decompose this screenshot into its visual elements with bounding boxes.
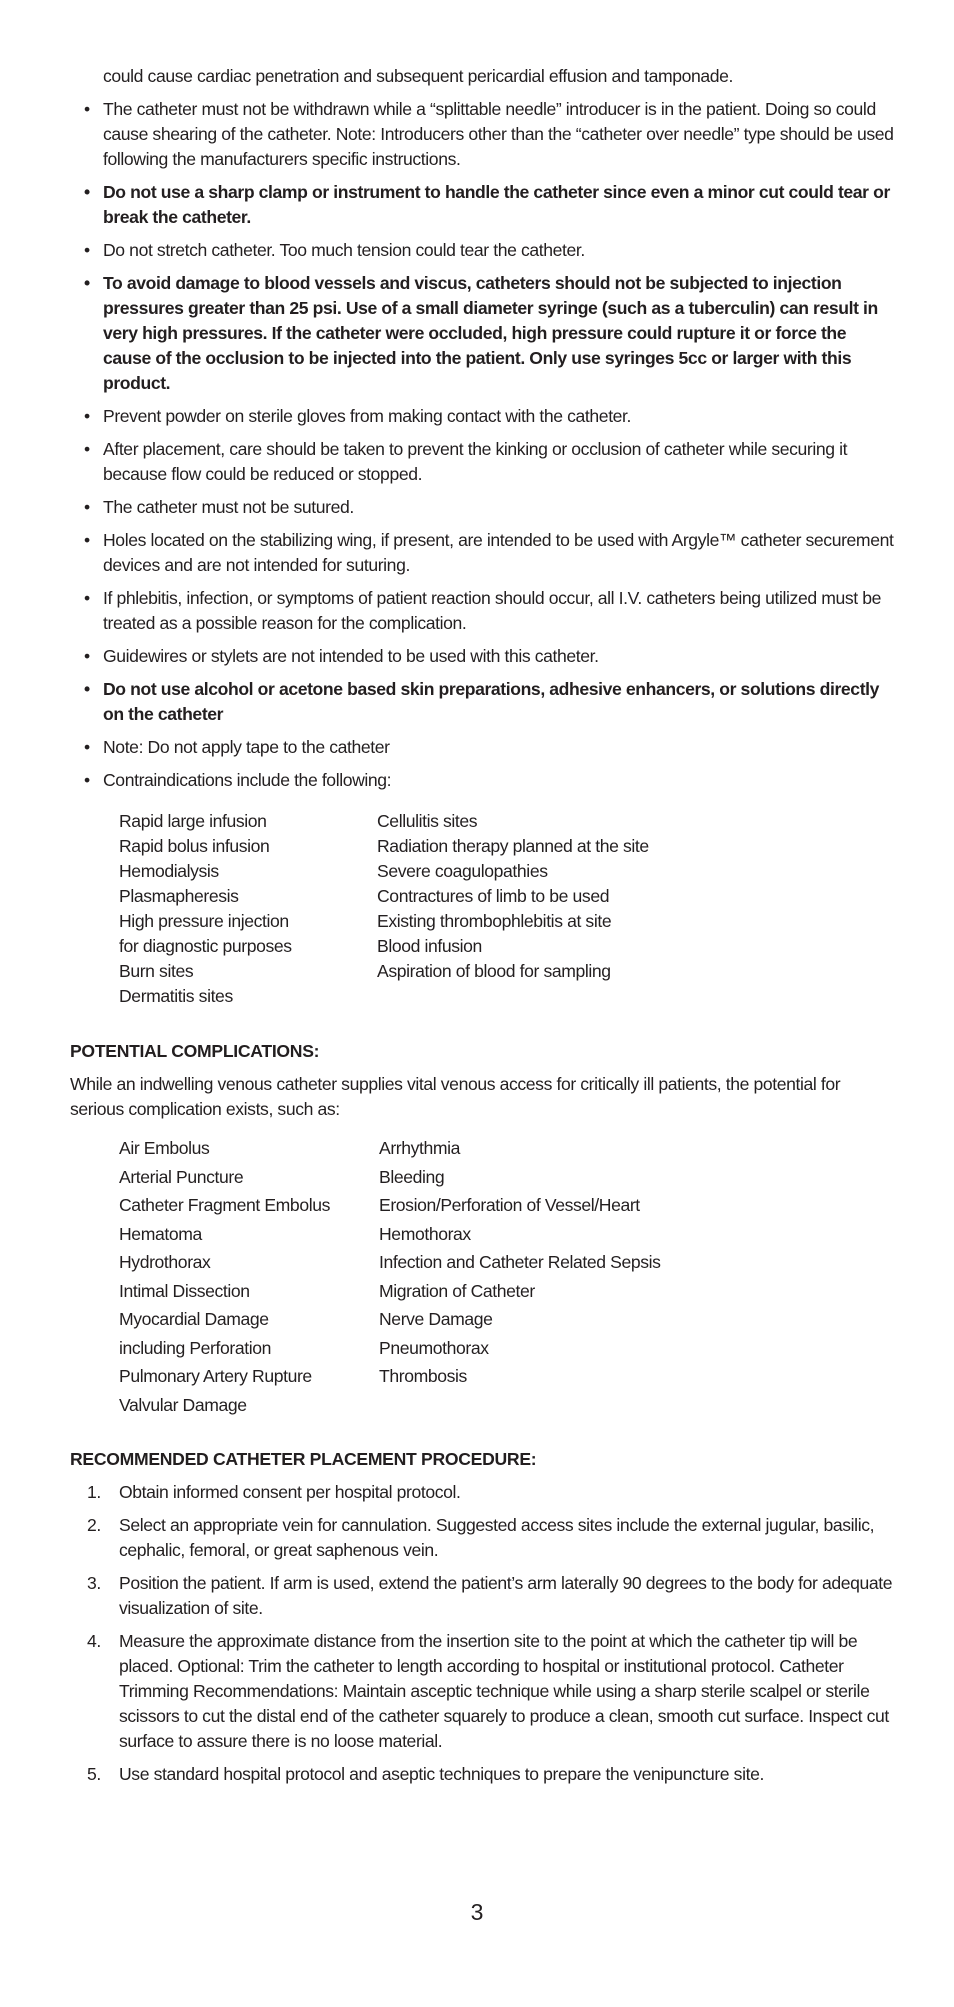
warning-item: • To avoid damage to blood vessels and viscus, catheters should not be subjected to injection pressures greater than 25 psi. Use of a small diameter syringe (such as a tuberculin) can result in very high pressures. If the catheter were occluded, high pressure could rupture it or force the cause of the occlusion to be injected into the patient. Only use syringes 5cc or larger with this product. (70, 271, 894, 396)
warning-item: • Do not stretch catheter. Too much tension could tear the catheter. (70, 238, 894, 263)
complication-item: Air Embolus (119, 1138, 210, 1158)
step-number: 3. (87, 1573, 101, 1593)
warning-item: • Do not use alcohol or acetone based skin preparations, adhesive enhancers, or solutions directly on the catheter (70, 677, 894, 727)
contraindication-item: Burn sites (119, 961, 194, 981)
complication-item: Myocardial Damage (119, 1309, 269, 1329)
page-number: 3 (470, 1899, 484, 1925)
complications-intro: While an indwelling venous catheter supplies vital venous access for critically ill patients, the potential for serious complication exists, such as: (70, 1074, 841, 1119)
step-number: 4. (87, 1631, 101, 1651)
contraindications-table (119, 809, 894, 1009)
step-text: Use standard hospital protocol and aseptic techniques to prepare the venipuncture site. (119, 1764, 764, 1784)
step-number: 5. (87, 1764, 101, 1784)
warning-item: • Note: Do not apply tape to the catheter (70, 735, 894, 760)
complications-heading: POTENTIAL COMPLICATIONS: (70, 1041, 320, 1061)
complication-item: Hematoma (119, 1223, 202, 1244)
complication-item: Erosion/Perforation of Vessel/Heart (379, 1195, 640, 1215)
complication-item: Pneumothorax (379, 1337, 489, 1358)
contraindication-item: High pressure injection (119, 911, 289, 931)
complication-item: Hydrothorax (119, 1252, 211, 1272)
step-text: Position the patient. If arm is used, extend the patient’s arm laterally 90 degrees to the body for adequate visualization of site. (119, 1573, 893, 1618)
contraindication-item: Rapid bolus infusion (119, 836, 270, 856)
procedure-step (70, 1629, 894, 1754)
procedure-heading: RECOMMENDED CATHETER PLACEMENT PROCEDURE: (70, 1449, 537, 1469)
complication-item: Arrhythmia (379, 1138, 461, 1158)
warnings-list (70, 97, 894, 793)
step-text: Measure the approximate distance from the insertion site to the point at which the catheter tip will be placed. Optional: Trim the catheter to length according to hospital or institutional protocol. Catheter Trimming Recommendations: Maintain asceptic technique while using a sharp sterile scalpel or sterile scissors to cut the distal end of the catheter squarely to produce a clean, smooth cut surface. Inspect cut surface to assure there is no loose material. (119, 1631, 889, 1751)
warning-item: • If phlebitis, infection, or symptoms of patient reaction should occur, all I.V. catheters being utilized must be treated as a possible reason for the complication. (70, 586, 894, 636)
warning-item: • Holes located on the stabilizing wing, if present, are intended to be used with Argyle™ catheter securement devices and are not intended for suturing. (70, 528, 894, 578)
contraindication-item: Cellulitis sites (377, 811, 478, 831)
contraindication-item: for diagnostic purposes (119, 936, 292, 956)
contraindication-item: Radiation therapy planned at the site (377, 836, 649, 856)
complications-table (119, 1134, 894, 1419)
warning-item: • Prevent powder on sterile gloves from making contact with the catheter. (70, 404, 894, 429)
complication-item: Infection and Catheter Related Sepsis (379, 1252, 661, 1272)
step-text: Select an appropriate vein for cannulation. Suggested access sites include the external jugular, basilic, cephalic, femoral, or great saphenous vein. (119, 1515, 875, 1560)
warning-item: • Do not use a sharp clamp or instrument to handle the catheter since even a minor cut could tear or break the catheter. (70, 180, 894, 230)
contraindication-item: Plasmapheresis (119, 886, 239, 906)
complication-item: Catheter Fragment Embolus (119, 1195, 330, 1215)
warning-item: • After placement, care should be taken to prevent the kinking or occlusion of catheter while securing it because flow could be reduced or stopped. (70, 437, 894, 487)
contraindication-item: Hemodialysis (119, 861, 219, 881)
contraindication-item: Dermatitis sites (119, 986, 233, 1006)
complications-left-column (119, 1134, 379, 1419)
complication-item: Bleeding (379, 1166, 445, 1187)
warning-item: • Contraindications include the following: (70, 768, 894, 793)
complication-item: Intimal Dissection (119, 1280, 250, 1301)
contraindication-item: Rapid large infusion (119, 811, 267, 831)
step-text: Obtain informed consent per hospital protocol. (119, 1482, 461, 1502)
step-number: 2. (87, 1515, 101, 1535)
contraindications-left-column (119, 809, 377, 1009)
contraindication-item: Existing thrombophlebitis at site (377, 911, 612, 931)
intro-continuation: could cause cardiac penetration and subsequent pericardial effusion and tamponade. (103, 66, 734, 86)
procedure-step (70, 1513, 894, 1563)
contraindication-item: Contractures of limb to be used (377, 886, 610, 906)
complication-item: including Perforation (119, 1337, 271, 1358)
complication-item: Hemothorax (379, 1223, 471, 1244)
complication-item: Pulmonary Artery Rupture (119, 1366, 312, 1386)
complication-item: Nerve Damage (379, 1309, 493, 1329)
procedure-step (70, 1762, 894, 1787)
contraindications-right-column (377, 809, 649, 1009)
complication-item: Thrombosis (379, 1366, 467, 1386)
complication-item: Valvular Damage (119, 1394, 247, 1415)
contraindication-item: Blood infusion (377, 936, 482, 956)
warning-item: • The catheter must not be withdrawn while a “splittable needle” introducer is in the patient. Doing so could cause shearing of the catheter. Note: Introducers other than the “catheter over needle” type should be used following the manufacturers specific instructions. (70, 97, 894, 172)
warning-item: • Guidewires or stylets are not intended to be used with this catheter. (70, 644, 894, 669)
complication-item: Arterial Puncture (119, 1166, 244, 1187)
step-number: 1. (87, 1482, 101, 1502)
complications-right-column (379, 1134, 661, 1419)
procedure-steps (70, 1480, 894, 1787)
contraindication-item: Severe coagulopathies (377, 861, 548, 881)
warning-item: • The catheter must not be sutured. (70, 495, 894, 520)
procedure-step (70, 1571, 894, 1621)
contraindication-item: Aspiration of blood for sampling (377, 961, 611, 981)
complication-item: Migration of Catheter (379, 1280, 535, 1301)
procedure-step (70, 1480, 894, 1505)
